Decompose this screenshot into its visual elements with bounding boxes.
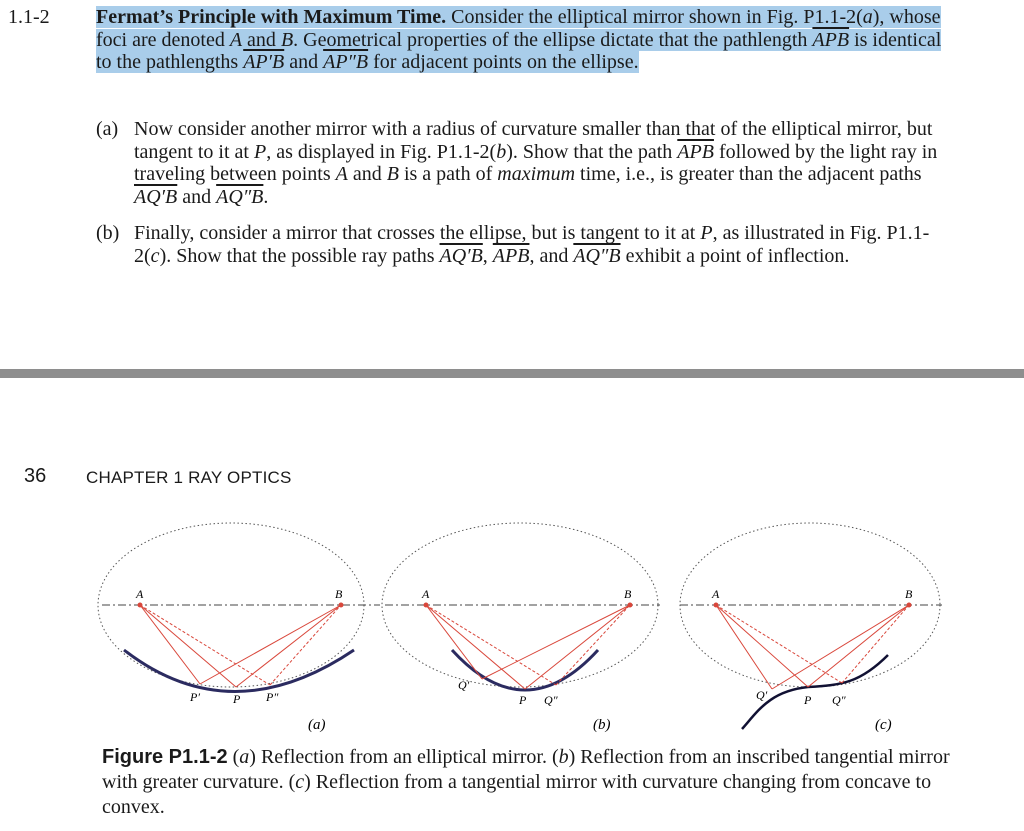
focus-A [424, 603, 429, 608]
part-a-text: Now consider another mirror with a radius of curvature smaller than that of the elliptical mirror, but tangent to it at P, as displayed in Fig. P1.1-2(b). Show that the path $\overline{APB}$ followed by the light ray in traveling between points A and B is a path of maximum time, i.e., is greater than the adjacent paths AQ′B and AQ″B. [134, 118, 938, 208]
focus-A [138, 603, 143, 608]
focus-B [907, 603, 912, 608]
label-A: A [422, 587, 430, 601]
label-P-prime: P′ [190, 690, 200, 704]
tangent-mirror [452, 650, 598, 690]
label-Q-prime: Q′ [756, 688, 768, 702]
part-b [96, 222, 946, 267]
panel-label-b: (b) [593, 717, 611, 733]
running-head: CHAPTER 1 RAY OPTICS [86, 468, 292, 487]
path-APpB: AP′B [243, 51, 285, 73]
path-APppB: AP″B [323, 51, 369, 73]
figure-caption: Figure P1.1-2 (a) Reflection from an elliptical mirror. (b) Reflection from an inscribed tangential mirror with greater curvature. (c) Reflection from a tangential mirror with curvature changing from concave to convex. [102, 746, 950, 818]
panel-label-a: (a) [308, 717, 326, 733]
label-Q-dprime: Q″ [832, 693, 846, 707]
path-APB: $\overline{APB}$ [812, 28, 850, 51]
label-P: P [804, 693, 812, 707]
part-b-label: (b) [96, 222, 120, 244]
label-P: P [519, 693, 527, 707]
label-B: B [335, 587, 343, 601]
problem-statement [96, 6, 946, 74]
panel-c [680, 523, 942, 733]
ray-paths [426, 605, 630, 689]
problem-number: 1.1-2 [8, 6, 50, 28]
label-P: P [233, 692, 241, 706]
page-number: 36 [24, 465, 47, 487]
focus-B [628, 603, 633, 608]
figure-p1-1-2 [90, 515, 950, 735]
page-divider [0, 369, 1024, 378]
label-Q-dprime: Q″ [544, 693, 558, 707]
panel-label-c: (c) [875, 717, 892, 733]
panel-a [98, 523, 380, 733]
ray-paths [716, 605, 909, 689]
figure-label: Figure P1.1-2 [102, 746, 228, 768]
highlighted-selection[interactable]: Fermat’s Principle with Maximum Time. Consider the elliptical mirror shown in Fig. P1.1-2(a), whose foci are denoted A and B. Geometrical properties of the ellipse dictate that the pathlength $\overline{APB}$ is identical to the pathlengths AP′B and AP″B for adjacent points on the ellipse. [96, 6, 942, 73]
part-a-label: (a) [96, 118, 119, 140]
label-B: B [905, 587, 913, 601]
focus-B [339, 603, 344, 608]
part-a [96, 118, 946, 208]
problem-title: Fermat’s Principle with Maximum Time. [96, 6, 447, 28]
label-P-dprime: P″ [266, 690, 279, 704]
label-B: B [624, 587, 632, 601]
label-Q-prime: Q′ [458, 678, 470, 692]
label-A: A [136, 587, 144, 601]
panel-b [382, 523, 660, 733]
part-b-text: Finally, consider a mirror that crosses the ellipse, but is tangent to it at P, as illustrated in Fig. P1.1-2(c). Show that the possible ray paths AQ′B, $\overline{APB}$, and AQ″B exhibit a point of inflection. [134, 222, 930, 267]
label-A: A [712, 587, 720, 601]
focus-A [714, 603, 719, 608]
